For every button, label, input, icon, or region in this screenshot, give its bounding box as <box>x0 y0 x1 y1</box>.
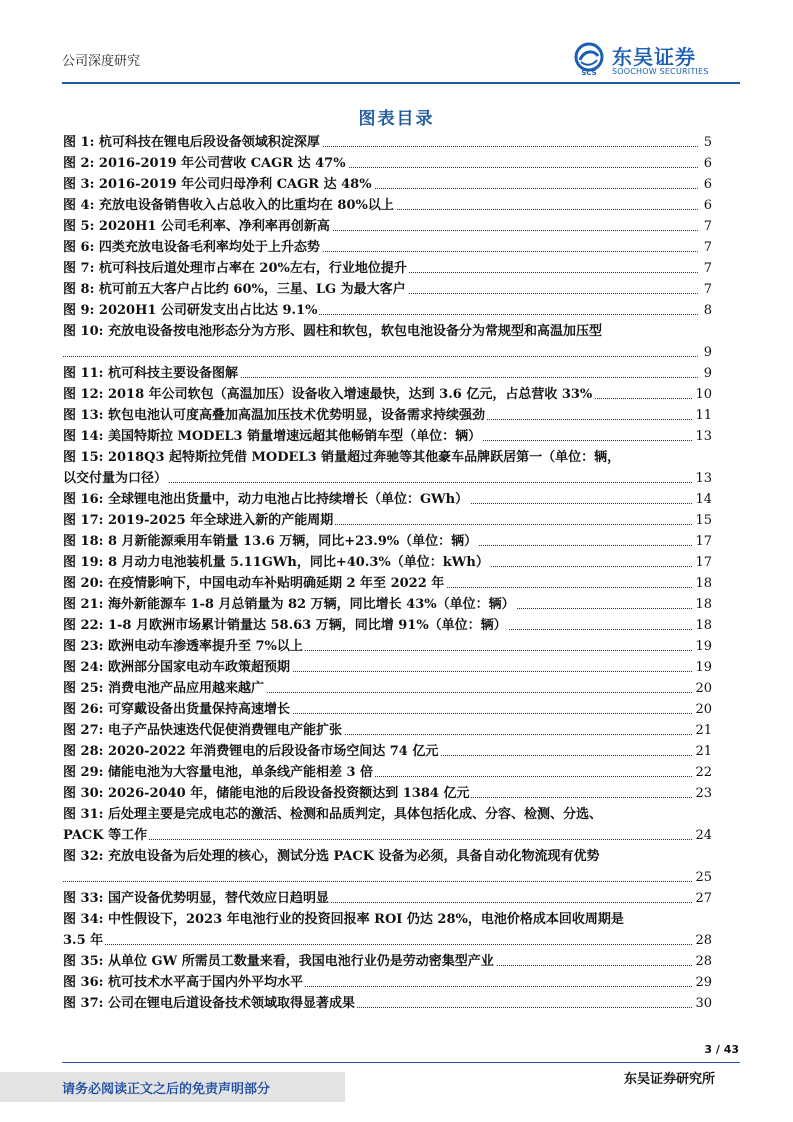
toc-entry[interactable] <box>63 909 712 930</box>
toc-entry[interactable] <box>63 279 712 300</box>
toc-entry-page[interactable]: 17 <box>693 552 712 573</box>
toc-entry-page[interactable]: 5 <box>702 132 712 153</box>
toc-entry-label[interactable]: 图 3: 2016-2019 年公司归母净利 CAGR 达 48% <box>63 174 374 195</box>
toc-entry[interactable] <box>63 174 712 195</box>
toc-entry-label[interactable]: 图 34: 中性假设下，2023 年电池行业的投资回报率 ROI 仍达 28%，电池价格成本回收周期是 <box>63 909 626 930</box>
toc-entry[interactable] <box>63 489 712 510</box>
toc-entry-label[interactable]: 图 17: 2019-2025 年全球进入新的产能周期 <box>63 510 335 531</box>
toc-entry[interactable] <box>63 951 712 972</box>
toc-entry-page[interactable]: 18 <box>693 594 712 615</box>
toc-entry[interactable] <box>63 552 712 573</box>
toc-entry[interactable] <box>63 594 712 615</box>
toc-entry-continuation[interactable] <box>63 342 712 363</box>
toc-entry-label[interactable]: 图 9: 2020H1 公司研发支出占比达 9.1% <box>63 300 319 321</box>
toc-entry-label[interactable]: 图 16: 全球锂电池出货量中，动力电池占比持续增长（单位：GWh） <box>63 489 470 510</box>
toc-entry-label[interactable]: 图 6: 四类充放电设备毛利率均处于上升态势 <box>63 237 322 258</box>
toc-entry[interactable] <box>63 972 712 993</box>
toc-entry-page[interactable]: 15 <box>693 510 712 531</box>
logo-english-name: SOOCHOW SECURITIES <box>612 67 709 76</box>
toc-entry-page[interactable]: 20 <box>693 678 712 699</box>
toc-entry-label[interactable]: 图 25: 消费电池产品应用越来越广 <box>63 678 266 699</box>
toc-entry-label[interactable]: 图 26: 可穿戴设备出货量保持高速增长 <box>63 699 292 720</box>
company-logo <box>572 41 740 79</box>
toc-entry[interactable] <box>63 237 712 258</box>
toc-entry-page[interactable]: 30 <box>693 993 712 1014</box>
toc-entry[interactable] <box>63 258 712 279</box>
toc-entry-page[interactable]: 29 <box>693 972 712 993</box>
toc-entry-page[interactable]: 17 <box>693 531 712 552</box>
toc-leader-dots <box>63 356 698 357</box>
toc-entry[interactable] <box>63 846 712 867</box>
toc-entry[interactable] <box>63 153 712 174</box>
toc-entry-label[interactable]: 图 32: 充放电设备为后处理的核心，测试分选 PACK 设备为必须，具备自动化物流现有优势 <box>63 846 602 867</box>
toc-entry[interactable] <box>63 888 712 909</box>
toc-leader-dots <box>63 881 698 882</box>
toc-entry-page[interactable]: 23 <box>693 783 712 804</box>
toc-entry-page[interactable]: 7 <box>702 258 712 279</box>
toc-entry-label[interactable]: 图 12: 2018 年公司软包（高温加压）设备收入增速最快，达到 3.6 亿元，占总营收 33% <box>63 384 594 405</box>
toc-entry-page[interactable]: 28 <box>693 951 712 972</box>
toc-entry-page[interactable]: 19 <box>693 657 712 678</box>
toc-entry-page[interactable]: 7 <box>702 216 712 237</box>
toc-entry-page[interactable]: 6 <box>702 174 712 195</box>
toc-entry-label[interactable]: 图 11: 杭可科技主要设备图解 <box>63 363 240 384</box>
toc-entry-continuation[interactable] <box>63 825 712 846</box>
toc-leader-dots <box>63 944 698 945</box>
toc-title: 图表目录 <box>358 109 435 129</box>
toc-entry-label[interactable]: 图 23: 欧洲电动车渗透率提升至 7%以上 <box>63 636 305 657</box>
toc-entry-label[interactable]: 图 33: 国产设备优势明显，替代效应日趋明显 <box>63 888 331 909</box>
toc-entry[interactable] <box>63 531 712 552</box>
toc-entry-label[interactable]: 图 28: 2020-2022 年消费锂电的后段设备市场空间达 74 亿元 <box>63 741 440 762</box>
toc-entry[interactable] <box>63 741 712 762</box>
toc-entry[interactable] <box>63 993 712 1014</box>
toc-entry-label[interactable]: 图 27: 电子产品快速迭代促使消费锂电产能扩张 <box>63 720 344 741</box>
toc-entry-label[interactable]: 图 13: 软包电池认可度高叠加高温加压技术优势明显，设备需求持续强劲 <box>63 405 487 426</box>
toc-entry-continuation[interactable] <box>63 930 712 951</box>
toc-entry-label[interactable]: 图 21: 海外新能源车 1-8 月总销量为 82 万辆，同比增长 43%（单位：辆） <box>63 594 517 615</box>
toc-entry-label[interactable]: 图 4: 充放电设备销售收入占总收入的比重均在 80%以上 <box>63 195 396 216</box>
toc-entry-page[interactable]: 22 <box>693 762 712 783</box>
toc-entry[interactable] <box>63 300 712 321</box>
toc-entry-page[interactable]: 18 <box>693 573 712 594</box>
toc-entry[interactable] <box>63 132 712 153</box>
figure-table-of-contents <box>63 132 712 1014</box>
toc-entry-label[interactable]: 图 1: 杭可科技在锂电后段设备领域积淀深厚 <box>63 132 322 153</box>
toc-entry-label[interactable]: 图 2: 2016-2019 年公司营收 CAGR 达 47% <box>63 153 348 174</box>
toc-entry-label[interactable]: 图 10: 充放电设备按电池形态分为方形、圆柱和软包，软包电池设备分为常规型和高温加压型 <box>63 321 604 342</box>
toc-entry-page[interactable]: 10 <box>693 384 712 405</box>
toc-entry[interactable] <box>63 720 712 741</box>
toc-entry-label[interactable]: 图 18: 8 月新能源乘用车销量 13.6 万辆，同比+23.9%（单位：辆） <box>63 531 479 552</box>
toc-entry[interactable] <box>63 426 712 447</box>
toc-entry-label[interactable]: 图 22: 1-8 月欧洲市场累计销量达 58.63 万辆，同比增 91%（单位：辆） <box>63 615 509 636</box>
toc-entry[interactable] <box>63 762 712 783</box>
toc-leader-dots <box>63 839 698 840</box>
page-number: 3 / 43 <box>704 1043 739 1056</box>
toc-entry-continuation[interactable] <box>63 468 712 489</box>
toc-entry[interactable] <box>63 384 712 405</box>
toc-entry[interactable] <box>63 447 712 468</box>
report-type: 公司深度研究 <box>62 54 141 69</box>
disclaimer-text: 请务必阅读正文之后的免责声明部分 <box>62 1082 271 1097</box>
toc-entry-label[interactable]: 图 35: 从单位 GW 所需员工数量来看，我国电池行业仍是劳动密集型产业 <box>63 951 496 972</box>
institute-name: 东吴证券研究所 <box>623 1072 715 1087</box>
toc-entry-label[interactable]: 图 5: 2020H1 公司毛利率、净利率再创新高 <box>63 216 332 237</box>
toc-entry[interactable] <box>63 678 712 699</box>
toc-entry-page[interactable]: 25 <box>693 867 712 888</box>
toc-entry[interactable] <box>63 615 712 636</box>
toc-entry[interactable] <box>63 216 712 237</box>
toc-entry[interactable] <box>63 363 712 384</box>
toc-entry-page[interactable]: 9 <box>702 363 712 384</box>
toc-entry-label[interactable]: 图 8: 杭可前五大客户占比约 60%，三星、LG 为最大客户 <box>63 279 408 300</box>
toc-entry-page[interactable]: 28 <box>693 930 712 951</box>
toc-entry[interactable] <box>63 510 712 531</box>
logo-mark-text: SCS <box>581 69 597 76</box>
toc-entry[interactable] <box>63 321 712 342</box>
toc-entry-label[interactable]: 图 24: 欧洲部分国家电动车政策超预期 <box>63 657 292 678</box>
toc-entry-label[interactable]: 图 15: 2018Q3 起特斯拉凭借 MODEL3 销量超过奔驰等其他豪车品牌跃居第一（单位：辆， <box>63 447 622 468</box>
toc-entry-page[interactable]: 7 <box>702 237 712 258</box>
footer-divider <box>62 1062 740 1063</box>
page-header <box>62 0 740 82</box>
toc-entry-continuation[interactable] <box>63 867 712 888</box>
toc-entry-label[interactable]: 图 37: 公司在锂电后道设备技术领域取得显著成果 <box>63 993 357 1014</box>
toc-entry[interactable] <box>63 783 712 804</box>
toc-entry[interactable] <box>63 657 712 678</box>
toc-entry[interactable] <box>63 699 712 720</box>
toc-entry-label[interactable]: 图 29: 储能电池为大容量电池，单条线产能相差 3 倍 <box>63 762 375 783</box>
toc-entry-label[interactable]: 图 20: 在疫情影响下，中国电动车补贴明确延期 2 年至 2022 年 <box>63 573 446 594</box>
toc-entry-page[interactable]: 21 <box>693 741 712 762</box>
header-divider <box>62 82 740 84</box>
toc-entry-label-continued[interactable]: 以交付量为口径） <box>63 468 169 489</box>
toc-entry-page[interactable]: 13 <box>693 426 712 447</box>
toc-entry-label[interactable]: 图 14: 美国特斯拉 MODEL3 销量增速远超其他畅销车型（单位：辆） <box>63 426 483 447</box>
toc-entry-label[interactable]: 图 19: 8 月动力电池装机量 5.11GWh，同比+40.3%（单位：kWh） <box>63 552 491 573</box>
toc-entry[interactable] <box>63 636 712 657</box>
toc-entry-page[interactable]: 20 <box>693 699 712 720</box>
toc-entry[interactable] <box>63 405 712 426</box>
toc-entry-label-continued[interactable]: PACK 等工作 <box>63 825 149 846</box>
toc-entry-page[interactable]: 6 <box>702 195 712 216</box>
toc-entry-page[interactable]: 13 <box>693 468 712 489</box>
toc-entry-page[interactable]: 18 <box>693 615 712 636</box>
toc-entry-page[interactable]: 14 <box>693 489 712 510</box>
toc-entry-page[interactable]: 19 <box>693 636 712 657</box>
toc-entry-label[interactable]: 图 30: 2026-2040 年，储能电池的后段设备投资额达到 1384 亿元 <box>63 783 471 804</box>
toc-entry[interactable] <box>63 195 712 216</box>
toc-entry[interactable] <box>63 804 712 825</box>
toc-entry-label[interactable]: 图 31: 后处理主要是完成电芯的激活、检测和品质判定，具体包括化成、分容、检测、分选、 <box>63 804 604 825</box>
toc-entry-page[interactable]: 24 <box>693 825 712 846</box>
toc-entry-page[interactable]: 8 <box>702 300 712 321</box>
toc-entry-page[interactable]: 7 <box>702 279 712 300</box>
soochow-logo-icon <box>572 42 606 76</box>
toc-entry-page[interactable]: 27 <box>693 888 712 909</box>
toc-entry-page[interactable]: 9 <box>702 342 712 363</box>
toc-entry-page[interactable]: 6 <box>702 153 712 174</box>
toc-entry-page[interactable]: 21 <box>693 720 712 741</box>
logo-chinese-name: 东吴证券 <box>612 45 696 69</box>
toc-entry-label-continued[interactable]: 3.5 年 <box>63 930 105 951</box>
toc-entry-label[interactable]: 图 36: 杭可技术水平高于国内外平均水平 <box>63 972 305 993</box>
toc-entry[interactable] <box>63 573 712 594</box>
toc-entry-page[interactable]: 11 <box>693 405 712 426</box>
toc-entry-label[interactable]: 图 7: 杭可科技后道处理市占率在 20%左右，行业地位提升 <box>63 258 409 279</box>
